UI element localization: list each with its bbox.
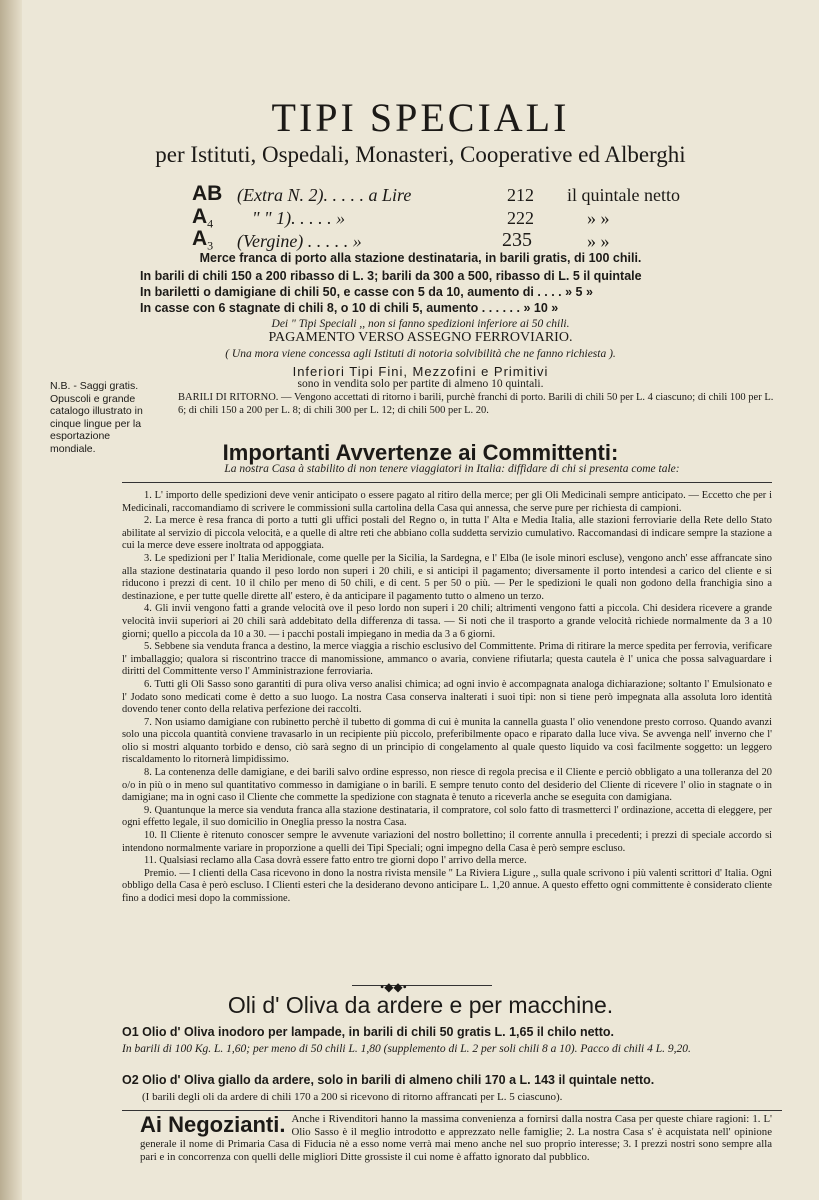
divider bbox=[122, 1110, 782, 1111]
olio-o1 bbox=[122, 1025, 782, 1039]
price-desc bbox=[237, 231, 362, 252]
olio-o2 bbox=[122, 1073, 782, 1087]
page-title: TIPI SPECIALI bbox=[271, 95, 570, 140]
olio-o1-sub: In barili di 100 Kg. L. 1,60; per meno di 50 chili L. 1,80 (supplemento di L. 2 per soli chili 8 a 10). Pacco di chili 4 L. 9,20. bbox=[122, 1043, 691, 1055]
avvertenza-item: 4. Gli invii vengono fatti a grande velocità ove il peso lordo non superi i 20 chili; altrimenti vengono fatti a piccola. Chi desidera ricevere a grande velocità invii superiori ai 20 chili sarà addebitato della differenza di tassa. — Si noti che il trasporto a grande velocità richiede normalmente da 3 a 10 giorni; quello a piccola da 10 a 30. — i pacchi postali impiegano in media da 3 a 6 giorni. bbox=[122, 603, 772, 640]
mora-note: ( Una mora viene concessa agli Istituti di notoria solvibilità che ne fanno richiesta ). bbox=[225, 348, 616, 360]
price-sub: 4 bbox=[207, 216, 214, 231]
condition-line: In casse con 6 stagnate di chili 8, o 10 di chili 5, aumento . . . . . . » 10 » bbox=[140, 301, 559, 315]
oli-title: Oli d' Oliva da ardere e per macchine. bbox=[227, 992, 614, 1018]
ornament-line bbox=[352, 985, 492, 986]
avvertenza-item: 1. L' importo delle spedizioni deve venir anticipato o essere pagato al ritiro della merce; per gli Oli Medicinali sempre anticipato. — Eccetto che per i Medicinali, raccomandiamo di scrivere le commissioni sulla cartolina della Casa qui annessa, che serve pure per richiesta di campioni. bbox=[122, 490, 772, 514]
negozianti-title: Ai Negozianti. bbox=[140, 1112, 286, 1137]
price-desc-text: (Vergine) . . . . . » bbox=[237, 231, 362, 251]
price-row bbox=[192, 182, 222, 206]
olio-o2-text: O2 Olio d' Oliva giallo da ardere, solo in barili di almeno chili 170 a L. 143 il quintale netto. bbox=[122, 1073, 655, 1087]
avvertenze-title: Importanti Avvertenze ai Committenti: bbox=[222, 440, 619, 465]
price-code: AB bbox=[192, 182, 223, 205]
avvertenze-list bbox=[122, 490, 772, 906]
price-row bbox=[192, 227, 213, 254]
avvertenza-item: 2. La merce è resa franca di porto a tutti gli uffici postali del Regno o, in tutta l' Alta e Media Italia, alle stazioni ferroviarie della Rete dello Stato abilitate al servizio di piccola velocità, e a quelle di altre reti che abbiano colla suddetta servizio cumulativo. Raccomandasi di indicare sempre la stazione a cui la merce deve essere inoltrata od appoggiata. bbox=[122, 515, 772, 552]
inferiori-sub: sono in vendita solo per partite di almeno 10 quintali. bbox=[297, 378, 544, 390]
avvertenza-item: 8. La contenenza delle damigiane, e dei barili salvo ordine espresso, non riesce di regola precisa e il Cliente e perciò obbligato a una tolleranza del 20 o/o in più o in meno sul quantitativo commesso in damigiane o in barili. E sempre tenuto conto del desiderio del Cliente di ricevere l' olio in stagnate o in damigiane; ma in ogni caso il Cliente che commette la spedizione con stagnata è tenuto a riceverla anche se eseguita con damigiana. bbox=[122, 767, 772, 804]
olio-o2-sub: (I barili degli oli da ardere di chili 170 a 200 si ricevono di ritorno affrancati per L. 5 ciascuno). bbox=[142, 1091, 563, 1103]
price-value: 222 bbox=[507, 208, 534, 228]
condition-line: In bariletti o damigiane di chili 50, e casse con 5 da 10, aumento di . . . . » 5 » bbox=[140, 285, 593, 299]
price-unit: » » bbox=[587, 231, 610, 251]
price-code: A bbox=[192, 205, 208, 228]
avvertenza-item: 9. Quantunque la merce sia venduta franca alla stazione destinataria, il compratore, col solo fatto di trasmetterci l' ordinazione, accetta di eleggere, per ogni effetto legale, il suo domicilio in Oneglia presso la nostra Casa. bbox=[122, 804, 772, 829]
avvertenza-item: 10. Il Cliente è ritenuto conoscer sempre le avvenute variazioni del nostro bollettino; il corrente annulla i precedenti; i prezzi di speciale accordo si intendono normalmente variare in proporzione a quelli dei Tipi Speciali; ogni impegno della Casa è però sempre escluso. bbox=[122, 830, 772, 854]
catalog-page bbox=[22, 0, 819, 1200]
avvertenza-item: 11. Qualsiasi reclamo alla Casa dovrà essere fatto entro tre giorni dopo l' arrivo della merce. bbox=[144, 855, 527, 867]
avvertenza-item: 7. Non usiamo damigiane con rubinetto perchè il tubetto di gomma di cui è munita la cannella guasta l' olio venendone presto corroso. Quando avanzi solo una piccola quantità conviene travasarlo in un recipiente più piccolo, preferibilmente opaco e riparato dalla luce viva. Se avvenga nell' inverno che l' olio si mostri alquanto torbido e denso, ciò sarà segno di un principio di congelamento al quale questo liquido va così facilmente soggetto: un leggero riscaldamento lo ritornerà limpidissimo. bbox=[122, 716, 772, 766]
divider bbox=[122, 482, 772, 483]
avvertenza-item: Premio. — I clienti della Casa ricevono in dono la nostra rivista mensile " La Riviera Ligure ,, sulla quale scrivono i più valenti scrittori d' Italia. Ogni obbligo della Casa è però escluso. I Clienti esteri che la desiderano devono anticipare L. 1,20 annue. A questo effetto ogni committente è considerato cliente fino a dodici mesi dopo la commissione. bbox=[122, 867, 772, 904]
price-sub: 3 bbox=[207, 238, 214, 253]
price-desc-text: " " 1). . . . . » bbox=[252, 208, 346, 228]
avvertenze-subtitle: La nostra Casa à stabilito di non tenere viaggiatori in Italia: diffidare di chi si presenta come tale: bbox=[224, 463, 680, 475]
avvertenza-item: 6. Tutti gli Oli Sasso sono garantiti di pura oliva verso analisi chimica; ad ogni invio è accompagnata analoga dichiarazione; soltanto l' Emulsionato e l' Jodato sono medicati come è detto a suo luogo. La nostra Casa conserva inalterati i suoi tipi: non si tiene però impegnata alla assoluta loro identità dovendo tener conto della relativa perfezione dei raccolti. bbox=[122, 678, 772, 716]
price-unit: il quintale netto bbox=[567, 185, 680, 205]
note-min-shipment: Dei " Tipi Speciali ,, non si fanno spedizioni inferiore ai 50 chili. bbox=[271, 318, 570, 330]
price-desc-text: (Extra N. 2). . . . . a Lire bbox=[237, 185, 412, 205]
negozianti-box bbox=[140, 1113, 772, 1163]
payment-note: PAGAMENTO VERSO ASSEGNO FERROVIARIO. bbox=[268, 330, 573, 345]
avvertenza-item: 3. Le spedizioni per l' Italia Meridionale, come quelle per la Sicilia, la Sardegna, e l' Elba (le isole minori escluse), vengono anch' esse affrancate sino alla stazione destinataria quando il peso lordo non superi i 20 chili, e si anticipi il pagamento; diversamente il porto intendesi a carico del cliente e si riducono i prezzi di cent. 10 il chilo per meno di 50 chili, e di cent. 5 per 50 o più. — Per le spedizioni le quali non godono della franchigia sino a destinazione, e per tutte quelle dirette all' estero, è da anticipare il pagamento tutto o almeno un terzo. bbox=[122, 552, 772, 602]
olio-o1-text: O1 Olio d' Oliva inodoro per lampade, in barili di chili 50 gratis L. 1,65 il chilo netto. bbox=[122, 1025, 614, 1039]
price-value: 212 bbox=[507, 185, 534, 205]
book-spine bbox=[0, 0, 22, 1200]
condition-line: Merce franca di porto alla stazione destinataria, in barili gratis, di 100 chili. bbox=[199, 251, 642, 265]
inferiori-title: Inferiori Tipi Fini, Mezzofini e Primitivi bbox=[292, 364, 549, 379]
side-note: N.B. - Saggi gratis. Opuscoli e grande catalogo illustrato in cinque lingue per la esportazione mondiale. bbox=[50, 380, 143, 455]
condition-line: In barili di chili 150 a 200 ribasso di L. 3; barili da 300 a 500, ribasso di L. 5 il quintale bbox=[140, 269, 642, 283]
barili-ritorno: BARILI DI RITORNO. — Vengono accettati di ritorno i barili, purchè franchi di porto. Barili di chili 50 per L. 4 ciascuno; di chili 100 per L. 6; di chili 150 a 200 per L. 8; di chili 300 per L. 12; di chili 500 per L. 20. bbox=[178, 392, 774, 416]
price-desc bbox=[252, 208, 345, 229]
price-desc bbox=[237, 185, 411, 206]
page-subtitle: per Istituti, Ospedali, Monasteri, Cooperative ed Alberghi bbox=[155, 142, 686, 167]
avvertenza-item: 5. Sebbene sia venduta franca a destino, la merce viaggia a rischio esclusivo del Committente. Prima di ritirare la merce spedita per ferrovia, verificare l' imballaggio; qualora si riscontrino tracce di manomissione, ammanco o avaria, conviene rifiutarla; questa cautela è l' unica che possa salvaguardare i diritti del Committente verso l' Amministrazione ferroviaria. bbox=[122, 641, 772, 678]
ornament: •◆◆• bbox=[380, 980, 407, 994]
price-value: 235 bbox=[502, 229, 532, 251]
negozianti-text: Anche i Rivenditori hanno la massima convenienza a fornirsi dalla nostra Casa per queste chiare ragioni: 1. L' Olio Sasso è il meglio introdotto e apprezzato nelle famiglie; 2. La nostra Casa s' è acquistata nell' opinione generale il nome di Primaria Casa di Fiducia nè a esso nome verrà mai meno anche nel suo proprio interesse; 3. I prezzi nostri sono sempre alla pari e in concorrenza con quelli delle migliori Ditte grossiste il cui nome è affatto ignorato dal pubblico. bbox=[140, 1113, 772, 1163]
price-unit: » » bbox=[587, 208, 610, 228]
price-code: A bbox=[192, 227, 208, 250]
